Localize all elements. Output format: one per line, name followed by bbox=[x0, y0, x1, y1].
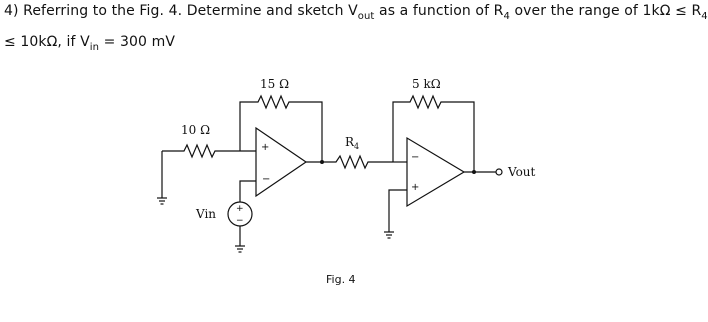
resistor-15-ohm bbox=[240, 96, 322, 162]
vout-subscript: out bbox=[357, 11, 375, 22]
r1-label: 10 Ω bbox=[181, 123, 211, 137]
left-ground-symbol bbox=[157, 151, 167, 204]
r3-label: 5 kΩ bbox=[412, 77, 441, 91]
r4-subscript-2: 4 bbox=[701, 11, 708, 22]
opamp-2 bbox=[407, 138, 464, 206]
source-minus: − bbox=[236, 216, 244, 226]
r4-label-sub: 4 bbox=[354, 142, 360, 151]
output-terminal bbox=[464, 169, 502, 175]
vout-label: Vout bbox=[508, 165, 536, 179]
question-text-b: as a function of R bbox=[374, 3, 504, 19]
r4-label: R bbox=[345, 135, 355, 149]
opamp2-inverting-wire bbox=[393, 96, 474, 172]
question-line2-a: ≤ 10kΩ, if V bbox=[4, 34, 90, 50]
question-text-c: over the range of 1kΩ ≤ R bbox=[509, 3, 702, 19]
resistor-r4 bbox=[306, 156, 393, 168]
opamp2-plus: + bbox=[411, 182, 420, 193]
opamp1-minus: − bbox=[262, 174, 271, 185]
opamp2-ground bbox=[384, 190, 407, 238]
r2-label: 15 Ω bbox=[260, 77, 290, 91]
opamp2-minus: − bbox=[411, 152, 420, 163]
r4-subscript: 4 bbox=[503, 11, 510, 22]
question-line2-b: = 300 mV bbox=[99, 34, 175, 50]
opamp-1 bbox=[256, 128, 306, 196]
question-number: 4) bbox=[4, 3, 19, 19]
resistor-10-ohm bbox=[162, 145, 256, 157]
vin-label: Vin bbox=[196, 207, 217, 221]
figure-caption: Fig. 4 bbox=[326, 273, 356, 286]
source-plus: + bbox=[236, 204, 244, 214]
r4-label-group bbox=[345, 135, 359, 151]
vin-subscript: in bbox=[89, 42, 100, 53]
opamp1-plus: + bbox=[261, 142, 270, 153]
question-text-a: Referring to the Fig. 4. Determine and sketch V bbox=[23, 3, 358, 19]
